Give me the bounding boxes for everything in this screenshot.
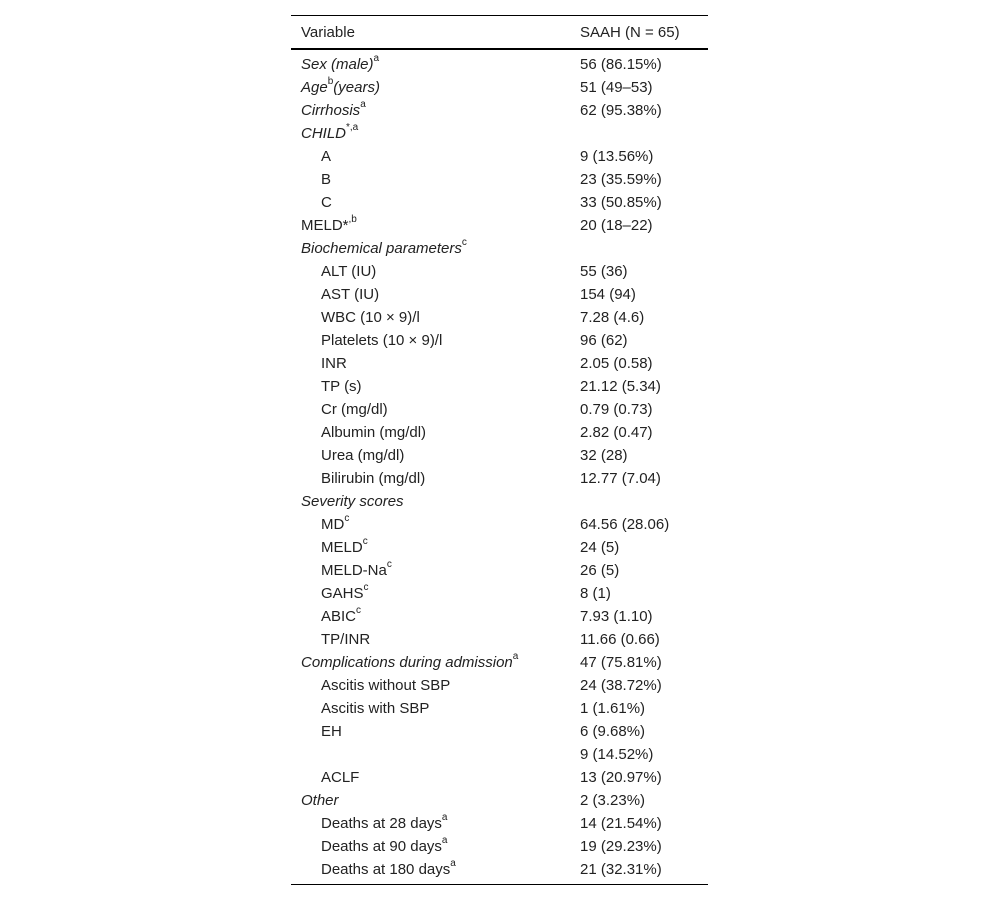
row-value: 62 (95.38%) bbox=[580, 102, 662, 119]
row-value: 32 (28) bbox=[580, 447, 628, 464]
label-text: MD bbox=[321, 516, 345, 533]
row-label bbox=[291, 651, 580, 671]
row-label bbox=[291, 536, 580, 556]
label-text: ALT (IU) bbox=[321, 263, 377, 280]
row-label bbox=[291, 792, 580, 809]
header-variable: Variable bbox=[301, 23, 355, 41]
row-label bbox=[291, 309, 580, 326]
row-label bbox=[291, 677, 580, 694]
row-value: 154 (94) bbox=[580, 286, 636, 303]
row-label bbox=[291, 401, 580, 418]
row-value: 51 (49–53) bbox=[580, 79, 653, 96]
row-label bbox=[291, 769, 580, 786]
footnote-marker: a bbox=[450, 858, 456, 869]
table-row bbox=[291, 145, 708, 168]
table-row bbox=[291, 444, 708, 467]
label-text: Deaths at 180 days bbox=[321, 861, 451, 878]
footnote-marker: a bbox=[360, 99, 366, 110]
row-value: 2.82 (0.47) bbox=[580, 424, 653, 441]
row-label bbox=[291, 424, 580, 441]
label-text: MELD-Na bbox=[321, 562, 387, 579]
row-value: 64.56 (28.06) bbox=[580, 516, 670, 533]
label-text: ABIC bbox=[321, 608, 357, 625]
table-header-row bbox=[291, 16, 708, 50]
row-label bbox=[291, 605, 580, 625]
footnote-marker: c bbox=[386, 559, 392, 570]
row-label bbox=[291, 378, 580, 395]
footnote-marker: c bbox=[363, 582, 369, 593]
label-text: WBC (10 × 9)/l bbox=[321, 309, 420, 326]
label-text: B bbox=[321, 171, 332, 188]
row-label bbox=[291, 355, 580, 372]
table-row bbox=[291, 421, 708, 444]
row-value: 21.12 (5.34) bbox=[580, 378, 661, 395]
table-row bbox=[291, 467, 708, 490]
table-row bbox=[291, 789, 708, 812]
table-row bbox=[291, 76, 708, 99]
row-label bbox=[291, 148, 580, 165]
table-row bbox=[291, 559, 708, 582]
label-text: Platelets (10 × 9)/l bbox=[321, 332, 443, 349]
row-label bbox=[291, 513, 580, 533]
row-value: 19 (29.23%) bbox=[580, 838, 662, 855]
label-text: CHILD bbox=[301, 125, 347, 142]
table-row bbox=[291, 628, 708, 651]
footnote-marker: *,a bbox=[346, 122, 359, 133]
label-text: GAHS bbox=[321, 585, 364, 602]
row-value: 24 (38.72%) bbox=[580, 677, 662, 694]
footnote-marker: ,b bbox=[348, 214, 357, 225]
row-label bbox=[291, 332, 580, 349]
table-row bbox=[291, 283, 708, 306]
row-label bbox=[291, 53, 580, 73]
label-text: Bilirubin (mg/dl) bbox=[321, 470, 426, 487]
footnote-marker: a bbox=[441, 835, 448, 846]
row-value: 1 (1.61%) bbox=[580, 700, 646, 717]
row-value: 6 (9.68%) bbox=[580, 723, 646, 740]
footnote-marker: a bbox=[441, 812, 448, 823]
row-value: 26 (5) bbox=[580, 562, 620, 579]
row-label bbox=[291, 194, 580, 211]
row-value: 7.28 (4.6) bbox=[580, 309, 645, 326]
row-label bbox=[291, 700, 580, 717]
table-row bbox=[291, 214, 708, 237]
data-table bbox=[291, 15, 708, 885]
table-row bbox=[291, 122, 708, 145]
label-text: MELD bbox=[321, 539, 363, 556]
row-label bbox=[291, 76, 580, 96]
table-row bbox=[291, 237, 708, 260]
row-value: 2.05 (0.58) bbox=[580, 355, 653, 372]
row-label bbox=[291, 493, 580, 510]
footnote-marker: a bbox=[373, 53, 380, 64]
row-value: 33 (50.85%) bbox=[580, 194, 662, 211]
label-text: A bbox=[321, 148, 332, 165]
row-label bbox=[291, 470, 580, 487]
label-text: (years) bbox=[333, 79, 380, 96]
table-row bbox=[291, 743, 708, 766]
row-label bbox=[291, 858, 580, 878]
table-row bbox=[291, 191, 708, 214]
row-value: 24 (5) bbox=[580, 539, 620, 556]
row-label bbox=[291, 582, 580, 602]
row-label bbox=[291, 723, 580, 740]
table-body bbox=[291, 50, 708, 884]
table-row bbox=[291, 398, 708, 421]
label-text: C bbox=[321, 194, 332, 211]
footnote-marker: c bbox=[356, 605, 362, 616]
label-text: EH bbox=[321, 723, 342, 740]
row-value: 14 (21.54%) bbox=[580, 815, 662, 832]
header-group-value: SAAH (N = 65) bbox=[580, 23, 680, 41]
label-text: Sex (male) bbox=[301, 56, 374, 73]
label-text: AST (IU) bbox=[321, 286, 380, 303]
table-row bbox=[291, 582, 708, 605]
row-value: 11.66 (0.66) bbox=[580, 631, 660, 648]
table-row bbox=[291, 536, 708, 559]
label-text: Other bbox=[301, 792, 339, 809]
label-text: MELD* bbox=[301, 217, 349, 234]
label-text: ACLF bbox=[321, 769, 360, 786]
row-value: 21 (32.31%) bbox=[580, 861, 662, 878]
table-row bbox=[291, 513, 708, 536]
label-text: INR bbox=[321, 355, 347, 372]
row-label bbox=[291, 237, 580, 257]
row-label bbox=[291, 214, 580, 234]
table-row bbox=[291, 375, 708, 398]
table-row bbox=[291, 352, 708, 375]
footnote-marker: c bbox=[362, 536, 368, 547]
table-row bbox=[291, 697, 708, 720]
row-value: 2 (3.23%) bbox=[580, 792, 646, 809]
row-label bbox=[291, 812, 580, 832]
footnote-marker: a bbox=[512, 651, 519, 662]
label-text: Ascitis with SBP bbox=[321, 700, 430, 717]
label-text: Severity scores bbox=[301, 493, 404, 510]
label-text: Age bbox=[301, 79, 328, 96]
footnote-marker: b bbox=[327, 76, 334, 87]
table-row bbox=[291, 674, 708, 697]
table-row bbox=[291, 260, 708, 283]
row-label bbox=[291, 263, 580, 280]
row-value: 56 (86.15%) bbox=[580, 56, 662, 73]
label-text: TP (s) bbox=[321, 378, 362, 395]
label-text: Ascitis without SBP bbox=[321, 677, 451, 694]
row-value: 55 (36) bbox=[580, 263, 628, 280]
label-text: TP/INR bbox=[321, 631, 371, 648]
row-label bbox=[291, 835, 580, 855]
row-value: 9 (14.52%) bbox=[580, 746, 654, 763]
table-row bbox=[291, 99, 708, 122]
table-row bbox=[291, 766, 708, 789]
table-row bbox=[291, 306, 708, 329]
row-value: 47 (75.81%) bbox=[580, 654, 662, 671]
row-label bbox=[291, 447, 580, 464]
row-value: 9 (13.56%) bbox=[580, 148, 654, 165]
table-row bbox=[291, 858, 708, 881]
label-text: Urea (mg/dl) bbox=[321, 447, 405, 464]
table-row bbox=[291, 651, 708, 674]
row-value: 13 (20.97%) bbox=[580, 769, 662, 786]
footnote-marker: c bbox=[461, 237, 467, 248]
label-text: Albumin (mg/dl) bbox=[321, 424, 427, 441]
row-value: 23 (35.59%) bbox=[580, 171, 662, 188]
label-text: Cr (mg/dl) bbox=[321, 401, 388, 418]
label-text: Cirrhosis bbox=[301, 102, 361, 119]
row-label bbox=[291, 631, 580, 648]
table-row bbox=[291, 490, 708, 513]
row-label bbox=[291, 171, 580, 188]
label-text: Deaths at 28 days bbox=[321, 815, 442, 832]
row-value: 12.77 (7.04) bbox=[580, 470, 661, 487]
table-row bbox=[291, 168, 708, 191]
table-row bbox=[291, 329, 708, 352]
table-row bbox=[291, 720, 708, 743]
table-row bbox=[291, 812, 708, 835]
label-text: Complications during admission bbox=[301, 654, 513, 671]
row-label bbox=[291, 559, 580, 579]
table-row bbox=[291, 605, 708, 628]
row-value: 8 (1) bbox=[580, 585, 611, 602]
table-row bbox=[291, 53, 708, 76]
row-label bbox=[291, 99, 580, 119]
table-row bbox=[291, 835, 708, 858]
row-value: 20 (18–22) bbox=[580, 217, 653, 234]
row-label bbox=[291, 122, 580, 142]
label-text: Deaths at 90 days bbox=[321, 838, 442, 855]
footnote-marker: c bbox=[344, 513, 350, 524]
row-value: 0.79 (0.73) bbox=[580, 401, 653, 418]
row-value: 7.93 (1.10) bbox=[580, 608, 653, 625]
label-text: Biochemical parameters bbox=[301, 240, 462, 257]
row-value: 96 (62) bbox=[580, 332, 628, 349]
row-label bbox=[291, 286, 580, 303]
